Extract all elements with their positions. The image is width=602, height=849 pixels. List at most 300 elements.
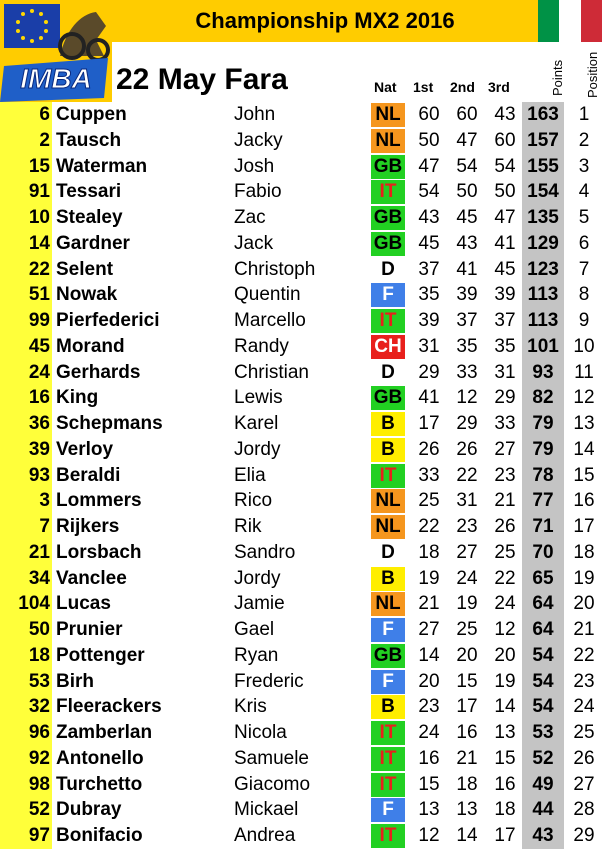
race-3-score: 17 bbox=[494, 825, 516, 846]
race-2-score: 31 bbox=[456, 490, 478, 512]
rider-surname: Pierfederici bbox=[56, 310, 160, 331]
race-1-score: 41 bbox=[418, 387, 440, 409]
race-2-score: 37 bbox=[456, 310, 478, 331]
rider-first-name: Sandro bbox=[234, 541, 296, 563]
race-3-score: 37 bbox=[494, 310, 516, 331]
race-1-score: 12 bbox=[418, 825, 440, 846]
position: 5 bbox=[578, 207, 590, 228]
position: 8 bbox=[578, 284, 590, 306]
rider-surname: Selent bbox=[56, 258, 114, 280]
imba-logo-icon bbox=[0, 0, 112, 102]
rider-number: 93 bbox=[28, 464, 50, 486]
nationality-badge: F bbox=[371, 670, 405, 694]
nationality-badge: IT bbox=[371, 180, 405, 204]
race-2-score: 47 bbox=[456, 129, 478, 151]
column-header-nat: Nat bbox=[374, 79, 397, 95]
table-row bbox=[0, 694, 602, 720]
total-points: 82 bbox=[532, 387, 554, 409]
race-3-score: 16 bbox=[494, 773, 516, 795]
rider-number: 21 bbox=[28, 541, 50, 563]
position: 20 bbox=[573, 593, 595, 615]
race-3-score: 33 bbox=[494, 413, 516, 434]
rider-number: 50 bbox=[28, 619, 50, 640]
rider-first-name: Giacomo bbox=[234, 773, 311, 795]
table-row bbox=[0, 720, 602, 746]
race-1-score: 13 bbox=[418, 799, 440, 821]
nationality-badge: NL bbox=[371, 515, 405, 539]
rider-first-name: Jack bbox=[234, 232, 274, 254]
position: 28 bbox=[573, 799, 595, 821]
position: 6 bbox=[578, 232, 590, 254]
nationality-badge: F bbox=[371, 283, 405, 307]
rider-surname: Dubray bbox=[56, 799, 122, 821]
race-1-score: 24 bbox=[418, 722, 440, 743]
race-2-score: 21 bbox=[456, 747, 478, 769]
rider-surname: Turchetto bbox=[56, 773, 143, 795]
nationality-badge: NL bbox=[371, 103, 405, 127]
race-1-score: 60 bbox=[418, 104, 440, 125]
nationality-badge: D bbox=[371, 541, 405, 565]
rider-first-name: Jacky bbox=[234, 129, 283, 151]
race-1-score: 19 bbox=[418, 567, 440, 589]
position: 23 bbox=[573, 670, 595, 692]
total-points: 79 bbox=[532, 438, 554, 460]
race-2-score: 13 bbox=[456, 799, 478, 821]
nationality-badge: GB bbox=[371, 206, 405, 230]
race-3-score: 39 bbox=[494, 284, 516, 306]
nationality-badge: IT bbox=[371, 464, 405, 488]
race-2-score: 20 bbox=[456, 644, 478, 666]
total-points: 54 bbox=[532, 696, 554, 718]
table-row bbox=[0, 128, 602, 154]
rider-surname: Schepmans bbox=[56, 413, 163, 434]
position: 12 bbox=[573, 387, 595, 409]
race-2-score: 41 bbox=[456, 258, 478, 280]
table-row bbox=[0, 746, 602, 772]
nationality-badge: F bbox=[371, 798, 405, 822]
total-points: 53 bbox=[532, 722, 554, 743]
rider-first-name: John bbox=[234, 104, 276, 125]
column-header-2nd: 2nd bbox=[450, 79, 475, 95]
total-points: 54 bbox=[532, 670, 554, 692]
race-3-score: 31 bbox=[494, 361, 516, 383]
total-points: 79 bbox=[532, 413, 554, 434]
race-1-score: 21 bbox=[418, 593, 440, 615]
race-1-score: 17 bbox=[418, 413, 440, 434]
rider-surname: Fleerackers bbox=[56, 696, 162, 718]
total-points: 44 bbox=[532, 799, 554, 821]
total-points: 155 bbox=[527, 155, 559, 177]
total-points: 78 bbox=[532, 464, 554, 486]
position: 14 bbox=[573, 438, 595, 460]
position: 26 bbox=[573, 747, 595, 769]
rider-surname: Rijkers bbox=[56, 516, 120, 537]
italy-flag-icon bbox=[538, 0, 602, 42]
position: 3 bbox=[578, 155, 590, 177]
race-2-score: 39 bbox=[456, 284, 478, 306]
race-1-score: 25 bbox=[418, 490, 440, 512]
table-row bbox=[0, 514, 602, 540]
rider-surname: Nowak bbox=[56, 284, 118, 306]
race-3-score: 41 bbox=[494, 232, 516, 254]
rider-number: 99 bbox=[28, 310, 50, 331]
rider-number: 2 bbox=[39, 129, 50, 151]
race-3-score: 45 bbox=[494, 258, 516, 280]
rider-surname: King bbox=[56, 387, 99, 409]
rider-first-name: Jamie bbox=[234, 593, 285, 615]
total-points: 49 bbox=[532, 773, 554, 795]
nationality-badge: IT bbox=[371, 721, 405, 745]
rider-first-name: Fabio bbox=[234, 181, 282, 203]
rider-surname: Lucas bbox=[56, 593, 111, 615]
table-row bbox=[0, 437, 602, 463]
race-1-score: 35 bbox=[418, 284, 440, 306]
imba-logo bbox=[0, 0, 112, 102]
rider-number: 97 bbox=[28, 825, 50, 846]
rider-number: 14 bbox=[28, 232, 50, 254]
rider-first-name: Elia bbox=[234, 464, 266, 486]
rider-surname: Gerhards bbox=[56, 361, 141, 383]
table-row bbox=[0, 591, 602, 617]
table-row bbox=[0, 669, 602, 695]
race-3-score: 24 bbox=[494, 593, 516, 615]
nationality-badge: F bbox=[371, 618, 405, 642]
rider-first-name: Christoph bbox=[234, 258, 316, 280]
nationality-badge: NL bbox=[371, 489, 405, 513]
position: 13 bbox=[573, 413, 595, 434]
position: 21 bbox=[573, 619, 595, 640]
race-2-score: 25 bbox=[456, 619, 478, 640]
rider-surname: Zamberlan bbox=[56, 722, 153, 743]
rider-first-name: Samuele bbox=[234, 747, 309, 769]
position: 25 bbox=[573, 722, 595, 743]
position: 16 bbox=[573, 490, 595, 512]
position: 17 bbox=[573, 516, 595, 537]
rider-first-name: Jordy bbox=[234, 567, 281, 589]
table-row bbox=[0, 540, 602, 566]
race-3-score: 54 bbox=[494, 155, 516, 177]
rider-surname: Lommers bbox=[56, 490, 142, 512]
column-header-points: Points bbox=[550, 59, 565, 96]
race-2-score: 26 bbox=[456, 438, 478, 460]
total-points: 113 bbox=[527, 310, 559, 331]
position: 11 bbox=[574, 361, 594, 383]
race-1-score: 18 bbox=[418, 541, 440, 563]
table-row bbox=[0, 566, 602, 592]
race-3-score: 35 bbox=[494, 335, 516, 357]
rider-number: 98 bbox=[28, 773, 50, 795]
rider-first-name: Randy bbox=[234, 335, 289, 357]
race-3-score: 27 bbox=[494, 438, 516, 460]
total-points: 135 bbox=[527, 207, 559, 228]
race-3-score: 29 bbox=[494, 387, 516, 409]
total-points: 101 bbox=[527, 335, 559, 357]
race-2-score: 22 bbox=[456, 464, 478, 486]
race-3-score: 13 bbox=[494, 722, 516, 743]
rider-number: 91 bbox=[28, 181, 50, 203]
flag-stripe-white bbox=[559, 0, 580, 42]
race-1-score: 43 bbox=[418, 207, 440, 228]
race-1-score: 37 bbox=[418, 258, 440, 280]
table-row bbox=[0, 282, 602, 308]
rider-number: 96 bbox=[28, 722, 50, 743]
rider-first-name: Frederic bbox=[234, 670, 304, 692]
race-3-score: 26 bbox=[494, 516, 516, 537]
rider-first-name: Rico bbox=[234, 490, 273, 512]
nationality-badge: B bbox=[371, 695, 405, 719]
rider-first-name: Christian bbox=[234, 361, 309, 383]
total-points: 64 bbox=[532, 593, 554, 615]
table-row bbox=[0, 797, 602, 823]
total-points: 163 bbox=[527, 104, 559, 125]
rider-number: 32 bbox=[28, 696, 50, 718]
rider-first-name: Marcello bbox=[234, 310, 306, 331]
total-points: 157 bbox=[527, 129, 559, 151]
race-1-score: 23 bbox=[418, 696, 440, 718]
results-table bbox=[0, 102, 602, 849]
race-3-score: 43 bbox=[494, 104, 516, 125]
total-points: 64 bbox=[532, 619, 554, 640]
table-row bbox=[0, 617, 602, 643]
rider-first-name: Andrea bbox=[234, 825, 296, 846]
rider-number: 7 bbox=[39, 516, 50, 537]
race-3-score: 14 bbox=[494, 696, 516, 718]
race-3-score: 20 bbox=[494, 644, 516, 666]
column-header-1st: 1st bbox=[413, 79, 434, 95]
table-row bbox=[0, 411, 602, 437]
nationality-badge: NL bbox=[371, 129, 405, 153]
race-3-score: 22 bbox=[494, 567, 516, 589]
race-2-score: 50 bbox=[456, 181, 478, 203]
rider-surname: Prunier bbox=[56, 619, 123, 640]
position: 18 bbox=[573, 541, 595, 563]
nationality-badge: D bbox=[371, 361, 405, 385]
table-row bbox=[0, 257, 602, 283]
race-2-score: 15 bbox=[456, 670, 478, 692]
nationality-badge: IT bbox=[371, 747, 405, 771]
rider-surname: Lorsbach bbox=[56, 541, 142, 563]
rider-first-name: Gael bbox=[234, 619, 275, 640]
rider-number: 51 bbox=[28, 284, 50, 306]
nationality-badge: B bbox=[371, 567, 405, 591]
race-1-score: 16 bbox=[418, 747, 440, 769]
race-3-score: 23 bbox=[494, 464, 516, 486]
rider-surname: Antonello bbox=[56, 747, 144, 769]
rider-first-name: Karel bbox=[234, 413, 279, 434]
table-row bbox=[0, 463, 602, 489]
position: 27 bbox=[573, 773, 595, 795]
race-2-score: 54 bbox=[456, 155, 478, 177]
table-row bbox=[0, 360, 602, 386]
column-header-3rd: 3rd bbox=[488, 79, 510, 95]
rider-first-name: Josh bbox=[234, 155, 275, 177]
race-3-score: 25 bbox=[494, 541, 516, 563]
race-1-score: 47 bbox=[418, 155, 440, 177]
total-points: 154 bbox=[527, 181, 559, 203]
nationality-badge: GB bbox=[371, 155, 405, 179]
rider-number: 22 bbox=[28, 258, 50, 280]
total-points: 54 bbox=[532, 644, 554, 666]
total-points: 93 bbox=[532, 361, 554, 383]
rider-surname: Bonifacio bbox=[56, 825, 143, 846]
race-2-score: 43 bbox=[456, 232, 478, 254]
nationality-badge: GB bbox=[371, 644, 405, 668]
race-3-score: 15 bbox=[494, 747, 516, 769]
position: 4 bbox=[578, 181, 590, 203]
rider-surname: Tausch bbox=[56, 129, 122, 151]
table-row bbox=[0, 205, 602, 231]
nationality-badge: B bbox=[371, 412, 405, 436]
race-3-score: 50 bbox=[494, 181, 516, 203]
rider-number: 52 bbox=[28, 799, 50, 821]
table-row bbox=[0, 231, 602, 257]
position: 9 bbox=[578, 310, 590, 331]
position: 19 bbox=[573, 567, 595, 589]
rider-number: 24 bbox=[28, 361, 50, 383]
table-row bbox=[0, 772, 602, 798]
position: 15 bbox=[573, 464, 595, 486]
race-2-score: 24 bbox=[456, 567, 478, 589]
race-1-score: 29 bbox=[418, 361, 440, 383]
race-1-score: 33 bbox=[418, 464, 440, 486]
position: 24 bbox=[573, 696, 595, 718]
race-1-score: 50 bbox=[418, 129, 440, 151]
rider-number: 15 bbox=[28, 155, 50, 177]
race-2-score: 29 bbox=[456, 413, 478, 434]
total-points: 65 bbox=[532, 567, 554, 589]
nationality-badge: IT bbox=[371, 824, 405, 848]
total-points: 113 bbox=[527, 284, 559, 306]
nationality-badge: NL bbox=[371, 592, 405, 616]
total-points: 43 bbox=[532, 825, 554, 846]
nationality-badge: GB bbox=[371, 232, 405, 256]
total-points: 71 bbox=[532, 516, 554, 537]
nationality-badge: IT bbox=[371, 309, 405, 333]
table-row bbox=[0, 823, 602, 849]
race-2-score: 23 bbox=[456, 516, 478, 537]
position: 10 bbox=[573, 335, 595, 357]
rider-number: 104 bbox=[18, 593, 50, 615]
rider-number: 45 bbox=[28, 335, 50, 357]
rider-first-name: Kris bbox=[234, 696, 267, 718]
flag-stripe-green bbox=[538, 0, 559, 42]
page-title: Championship MX2 2016 bbox=[195, 8, 455, 33]
table-row bbox=[0, 488, 602, 514]
rider-surname: Birh bbox=[56, 670, 94, 692]
rider-number: 3 bbox=[39, 490, 50, 512]
race-2-score: 17 bbox=[456, 696, 478, 718]
rider-surname: Beraldi bbox=[56, 464, 121, 486]
race-2-score: 12 bbox=[456, 387, 478, 409]
race-1-score: 22 bbox=[418, 516, 440, 537]
table-row bbox=[0, 643, 602, 669]
table-row bbox=[0, 102, 602, 128]
rider-first-name: Nicola bbox=[234, 722, 287, 743]
race-1-score: 26 bbox=[418, 438, 440, 460]
race-1-score: 27 bbox=[418, 619, 440, 640]
race-1-score: 15 bbox=[418, 773, 440, 795]
race-1-score: 39 bbox=[418, 310, 440, 331]
race-2-score: 18 bbox=[456, 773, 478, 795]
rider-first-name: Lewis bbox=[234, 387, 283, 409]
rider-first-name: Quentin bbox=[234, 284, 301, 306]
position: 7 bbox=[578, 258, 590, 280]
race-1-score: 54 bbox=[418, 181, 440, 203]
rider-surname: Waterman bbox=[56, 155, 148, 177]
table-row bbox=[0, 334, 602, 360]
race-2-score: 60 bbox=[456, 104, 478, 125]
nationality-badge: CH bbox=[371, 335, 405, 359]
nationality-badge: IT bbox=[371, 773, 405, 797]
total-points: 52 bbox=[532, 747, 554, 769]
rider-surname: Vanclee bbox=[56, 567, 127, 589]
race-2-score: 14 bbox=[456, 825, 478, 846]
table-row bbox=[0, 308, 602, 334]
position: 29 bbox=[573, 825, 595, 846]
race-1-score: 20 bbox=[418, 670, 440, 692]
rider-first-name: Rik bbox=[234, 516, 262, 537]
race-3-score: 19 bbox=[494, 670, 516, 692]
race-1-score: 31 bbox=[418, 335, 440, 357]
rider-surname: Cuppen bbox=[56, 104, 127, 125]
race-2-score: 33 bbox=[456, 361, 478, 383]
race-2-score: 27 bbox=[456, 541, 478, 563]
rider-surname: Gardner bbox=[56, 232, 130, 254]
position: 1 bbox=[578, 104, 590, 125]
rider-surname: Tessari bbox=[56, 181, 122, 203]
position: 22 bbox=[573, 644, 595, 666]
rider-number: 39 bbox=[28, 438, 50, 460]
race-2-score: 19 bbox=[456, 593, 478, 615]
table-row bbox=[0, 385, 602, 411]
rider-first-name: Ryan bbox=[234, 644, 279, 666]
rider-number: 34 bbox=[28, 567, 50, 589]
race-2-score: 35 bbox=[456, 335, 478, 357]
rider-surname: Verloy bbox=[56, 438, 114, 460]
column-header-position: Position bbox=[585, 51, 600, 98]
nationality-badge: GB bbox=[371, 386, 405, 410]
rider-first-name: Jordy bbox=[234, 438, 281, 460]
rider-first-name: Mickael bbox=[234, 799, 299, 821]
total-points: 77 bbox=[532, 490, 554, 512]
race-3-score: 12 bbox=[494, 619, 516, 640]
rider-number: 16 bbox=[28, 387, 50, 409]
nationality-badge: B bbox=[371, 438, 405, 462]
rider-number: 6 bbox=[39, 104, 50, 125]
race-3-score: 47 bbox=[494, 207, 516, 228]
race-1-score: 14 bbox=[418, 644, 440, 666]
total-points: 123 bbox=[527, 258, 559, 280]
rider-number: 53 bbox=[28, 670, 50, 692]
position: 2 bbox=[578, 129, 590, 151]
flag-stripe-red bbox=[581, 0, 602, 42]
race-3-score: 21 bbox=[494, 490, 516, 512]
rider-number: 92 bbox=[28, 747, 50, 769]
total-points: 70 bbox=[532, 541, 554, 563]
logo-text: IMBA bbox=[20, 63, 92, 94]
rider-surname: Pottenger bbox=[56, 644, 145, 666]
table-row bbox=[0, 154, 602, 180]
race-2-score: 16 bbox=[456, 722, 478, 743]
nationality-badge: D bbox=[371, 258, 405, 282]
race-3-score: 18 bbox=[494, 799, 516, 821]
rider-number: 18 bbox=[28, 644, 50, 666]
rider-first-name: Zac bbox=[234, 207, 266, 228]
race-3-score: 60 bbox=[494, 129, 516, 151]
rider-number: 10 bbox=[28, 207, 50, 228]
table-row bbox=[0, 179, 602, 205]
rider-surname: Stealey bbox=[56, 207, 123, 228]
